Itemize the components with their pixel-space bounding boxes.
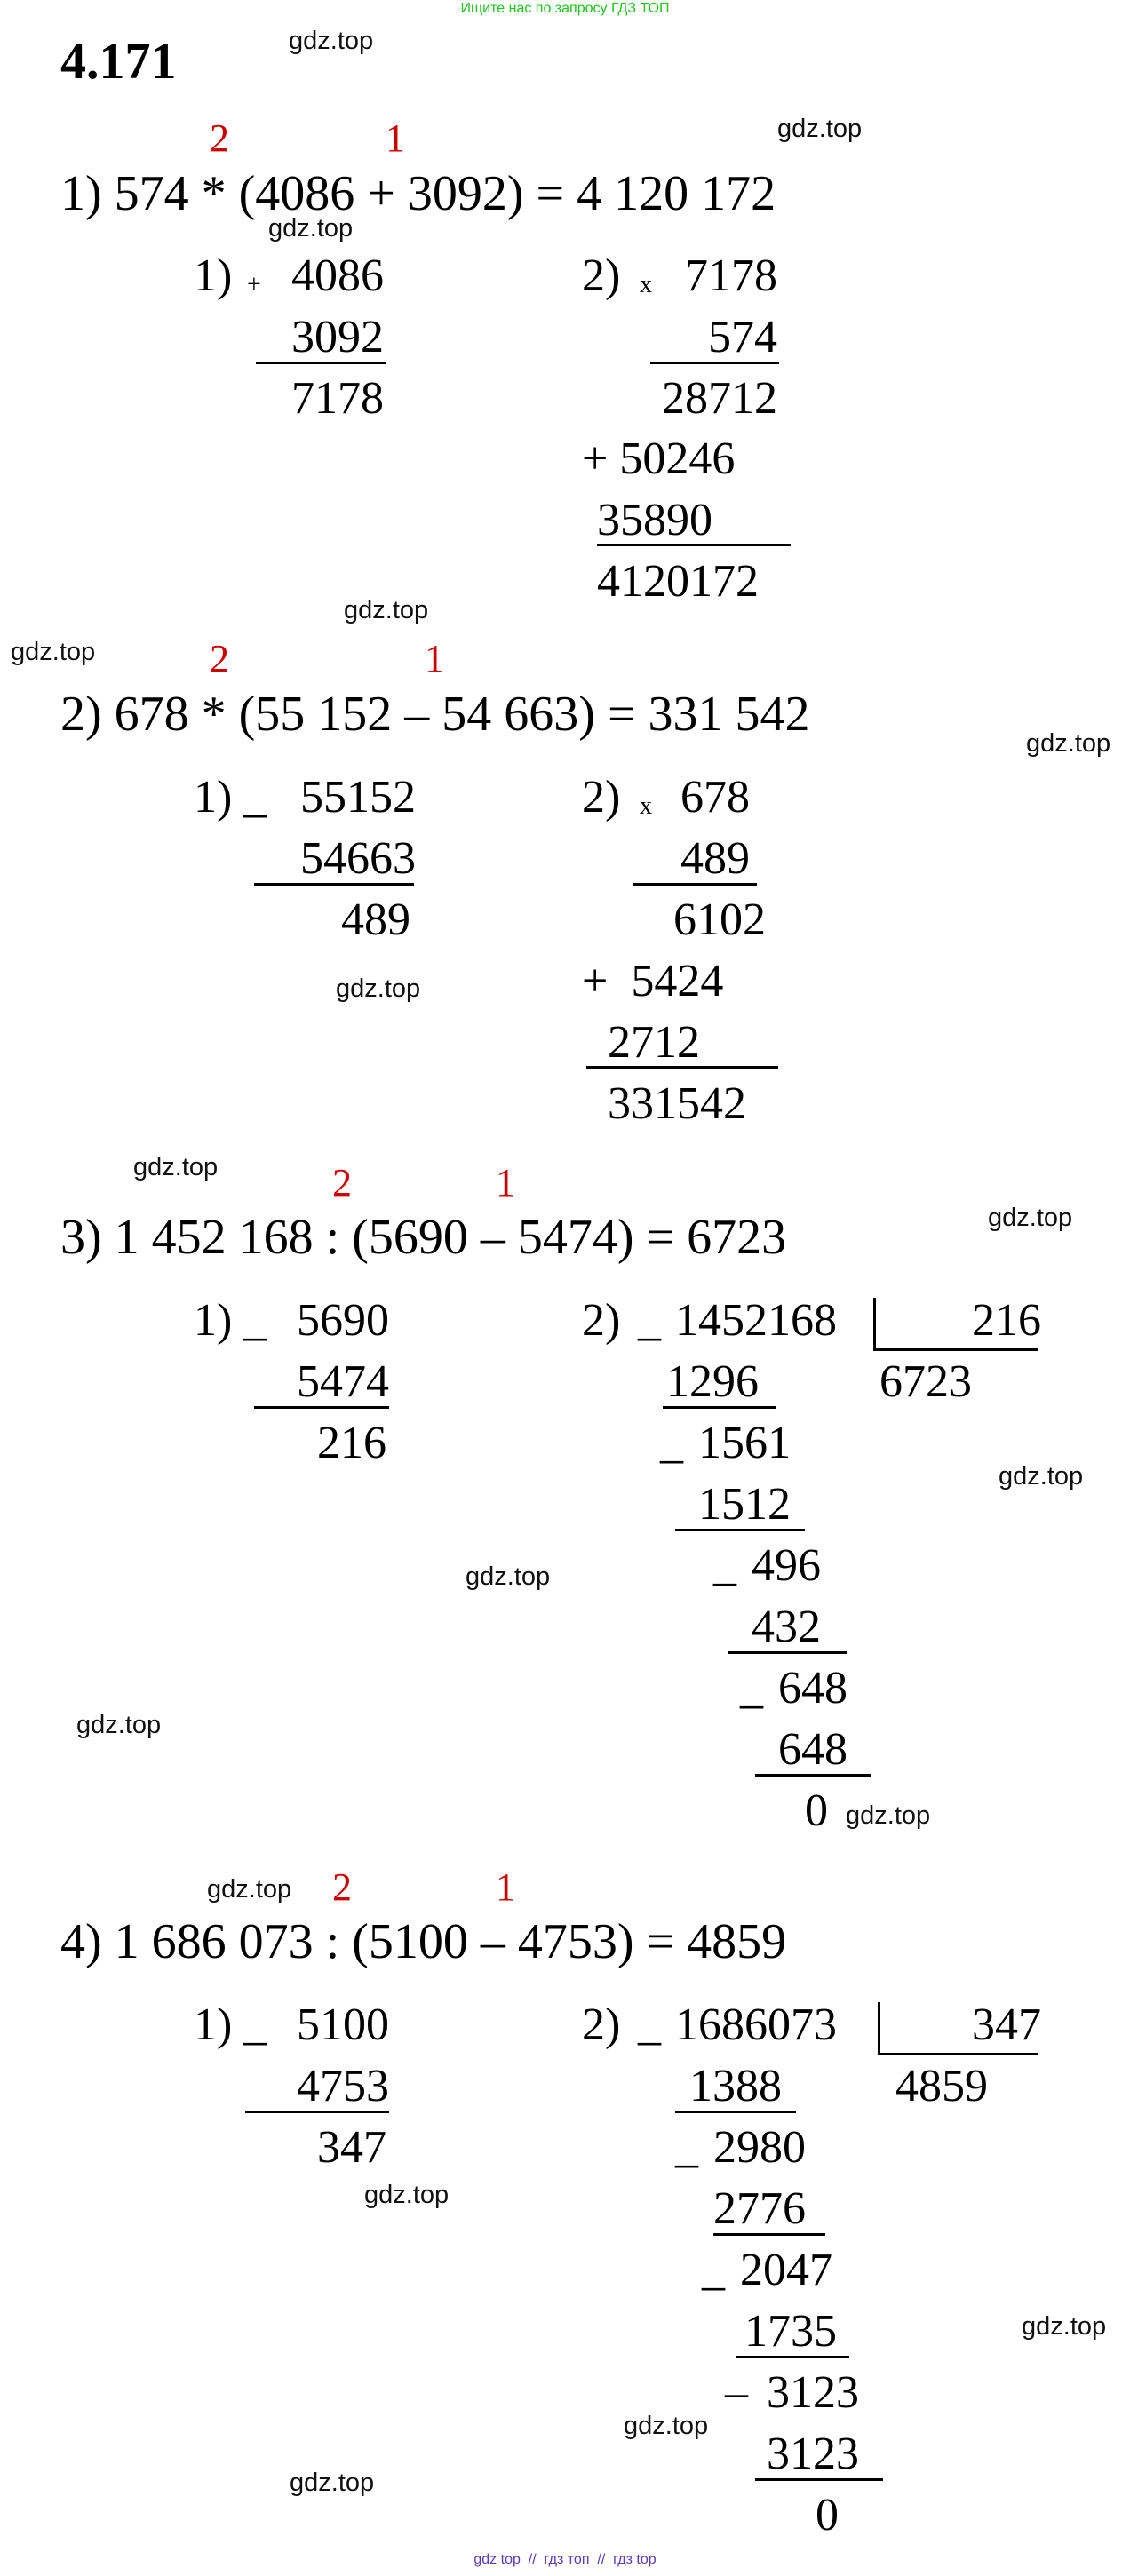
watermark: gdz.top <box>290 2469 375 2497</box>
watermark: gdz.top <box>988 1204 1073 1232</box>
partial-product: 28712 <box>662 373 777 424</box>
divisor: 347 <box>972 2000 1041 2050</box>
minus-sign: _ <box>243 2000 267 2050</box>
times-sign: x <box>640 792 652 820</box>
underline <box>254 1406 389 1409</box>
watermark: gdz.top <box>268 214 354 242</box>
minuend: 5100 <box>297 2000 389 2050</box>
order-mark: 2 <box>210 637 229 680</box>
minus-sign: _ <box>638 2000 661 2050</box>
order-mark: 1 <box>386 116 405 160</box>
footer-links[interactable]: gdz top // гдз топ // гдз top <box>473 2552 657 2567</box>
divisor-underline <box>873 1348 1038 1351</box>
watermark: gdz.top <box>624 2412 709 2440</box>
underline <box>245 2111 389 2113</box>
underline <box>597 544 791 546</box>
addend: 3092 <box>291 312 384 362</box>
minus-sign: _ <box>702 2245 725 2295</box>
underline <box>256 362 386 364</box>
expression-2: 2) 678 * (55 152 – 54 663) = 331 542 <box>60 687 810 742</box>
partial-product: 2712 <box>608 1017 700 1068</box>
watermark: gdz.top <box>76 1711 162 1739</box>
watermark: gdz.top <box>336 974 421 1003</box>
multiplicand: 7178 <box>685 250 777 301</box>
division-bar <box>878 2002 880 2054</box>
remainder: 0 <box>805 1785 828 1836</box>
division-step: 2776 <box>713 2183 806 2234</box>
divisor-underline <box>878 2053 1038 2055</box>
underline <box>254 883 414 886</box>
watermark: gdz.top <box>846 1801 931 1830</box>
division-step: 3123 <box>767 2367 859 2418</box>
minus-sign: – <box>725 2367 748 2418</box>
multiplicand: 678 <box>680 772 750 823</box>
task-number: 4.171 <box>60 32 177 90</box>
dividend: 1686073 <box>675 2000 837 2050</box>
times-sign: x <box>640 271 652 298</box>
watermark: gdz.top <box>1022 2312 1107 2341</box>
underline <box>675 2111 796 2113</box>
division-step: 1735 <box>744 2306 837 2357</box>
order-mark: 1 <box>496 1161 515 1205</box>
underline <box>755 1774 871 1777</box>
order-mark: 2 <box>332 1865 352 1909</box>
underline <box>650 362 779 364</box>
partial-product: 35890 <box>597 495 712 545</box>
minus-sign: _ <box>740 1663 763 1713</box>
minus-sign: _ <box>243 1295 267 1346</box>
underline <box>586 1066 778 1069</box>
underline <box>713 2233 825 2236</box>
underline <box>675 1529 805 1531</box>
watermark: gdz.top <box>364 2181 450 2209</box>
multiplier: 489 <box>680 833 750 884</box>
division-step: 648 <box>778 1724 848 1775</box>
order-mark: 2 <box>332 1161 352 1205</box>
subtrahend: 54663 <box>300 833 416 884</box>
partial-product: 6102 <box>673 894 766 945</box>
underline <box>728 1651 848 1654</box>
product: 331542 <box>608 1078 746 1129</box>
minuend: 55152 <box>300 772 416 823</box>
difference: 347 <box>317 2122 386 2173</box>
watermark: gdz.top <box>289 27 374 55</box>
remainder: 0 <box>816 2490 839 2540</box>
product: 4120172 <box>597 556 759 607</box>
minus-sign: _ <box>660 1418 683 1468</box>
step-label: 2) <box>582 772 621 823</box>
difference: 489 <box>341 894 410 945</box>
underline <box>755 2478 883 2481</box>
step-label: 1) <box>194 2000 233 2050</box>
quotient: 4859 <box>895 2061 988 2111</box>
expression-4: 4) 1 686 073 : (5100 – 4753) = 4859 <box>60 1914 787 1969</box>
watermark: gdz.top <box>466 1562 551 1591</box>
minus-sign: _ <box>638 1295 661 1346</box>
division-step: 648 <box>778 1663 848 1713</box>
subtrahend: 5474 <box>297 1356 389 1407</box>
addend: 4086 <box>291 250 384 301</box>
order-mark: 1 <box>425 637 444 680</box>
division-step: 1512 <box>698 1479 791 1530</box>
top-banner[interactable]: Ищите нас по запросу ГДЗ ТОП <box>460 1 670 16</box>
expression-3: 3) 1 452 168 : (5690 – 5474) = 6723 <box>60 1210 787 1265</box>
minus-sign: _ <box>713 1540 736 1591</box>
minus-sign: _ <box>675 2122 698 2173</box>
division-step: 432 <box>752 1602 821 1652</box>
step-label: 1) <box>194 1295 233 1346</box>
minuend: 5690 <box>297 1295 389 1346</box>
step-label: 2) <box>582 2000 621 2050</box>
minus-sign: _ <box>243 772 267 823</box>
watermark: gdz.top <box>11 638 96 666</box>
underline <box>736 2356 849 2358</box>
dividend: 1452168 <box>675 1295 837 1346</box>
expression-1: 1) 574 * (4086 + 3092) = 4 120 172 <box>60 166 776 221</box>
divisor: 216 <box>972 1295 1041 1346</box>
watermark: gdz.top <box>1026 729 1111 758</box>
division-step: 1296 <box>666 1356 759 1407</box>
watermark: gdz.top <box>777 115 863 143</box>
underline <box>633 883 757 886</box>
partial-product: + 5424 <box>582 956 724 1006</box>
division-step: 2047 <box>740 2245 832 2295</box>
division-step: 1388 <box>689 2061 782 2111</box>
division-step: 1561 <box>698 1418 791 1468</box>
multiplier: 574 <box>708 312 777 362</box>
quotient: 6723 <box>879 1356 972 1407</box>
step-label: 1) <box>194 772 233 823</box>
step-label: 1) <box>194 250 233 301</box>
watermark: gdz.top <box>133 1153 219 1181</box>
division-step: 496 <box>752 1540 821 1591</box>
subtrahend: 4753 <box>297 2061 389 2111</box>
division-step: 3123 <box>767 2429 859 2479</box>
underline <box>663 1406 776 1409</box>
step-label: 2) <box>582 250 621 301</box>
watermark: gdz.top <box>999 1462 1084 1491</box>
division-step: 2980 <box>713 2122 806 2173</box>
order-mark: 2 <box>210 116 229 160</box>
watermark: gdz.top <box>207 1875 292 1904</box>
step-label: 2) <box>582 1295 621 1346</box>
sum: 7178 <box>291 373 384 424</box>
order-mark: 1 <box>496 1865 515 1909</box>
division-bar <box>873 1298 876 1349</box>
watermark: gdz.top <box>344 596 429 624</box>
partial-product: + 50246 <box>582 433 736 484</box>
plus-sign: + <box>247 271 261 298</box>
difference: 216 <box>317 1418 386 1468</box>
